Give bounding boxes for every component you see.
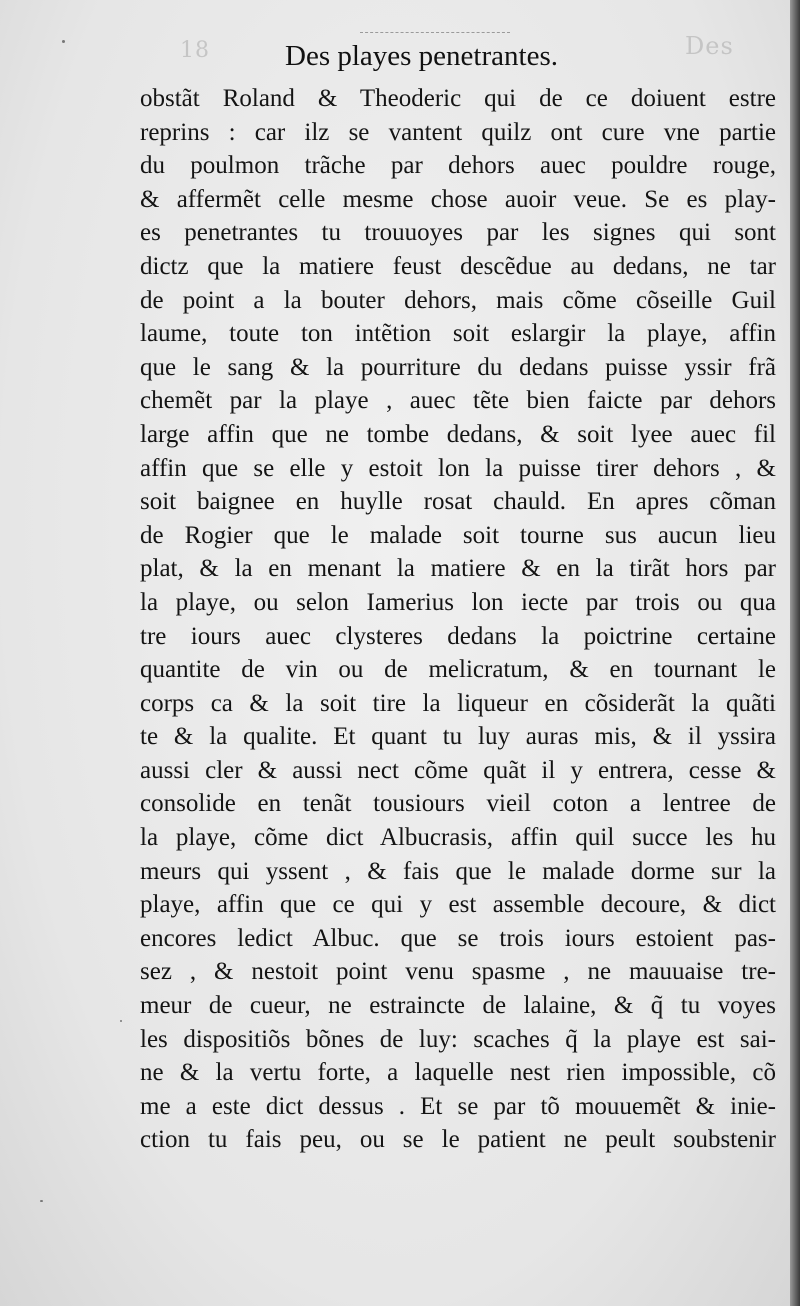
paper-speck xyxy=(120,1020,122,1022)
text-line: sez , & nestoit point venu spasme , ne mauuaise tre- xyxy=(140,958,776,986)
text-line: & affermẽt celle mesme chose auoir veue. Se es play- xyxy=(140,185,776,213)
text-line: encores ledict Albuc. que se trois iours estoient pas- xyxy=(140,924,776,952)
text-line: es penetrantes tu trouuoyes par les signes qui sont xyxy=(140,219,776,247)
text-line: du poulmon trãche par dehors auec pouldre rouge, xyxy=(140,152,776,180)
paper-speck xyxy=(62,40,65,43)
text-line: consolide en tenãt tousiours vieil coton a lentree de xyxy=(140,790,776,818)
text-line: de point a la bouter dehors, mais cõme cõseille Guil xyxy=(140,286,776,314)
text-line: corps ca & la soit tire la liqueur en cõsiderãt la quãti xyxy=(140,689,776,717)
bleed-through-right: Des xyxy=(685,32,734,60)
text-line: tre iours auec clysteres dedans la poictrine certaine xyxy=(140,622,776,650)
text-block xyxy=(140,82,776,1157)
text-line: chemẽt par la playe , auec tẽte bien faicte par dehors xyxy=(140,387,776,415)
text-line: te & la qualite. Et quant tu luy auras mis, & il yssira xyxy=(140,723,776,751)
running-head: Des playes penetrantes. xyxy=(285,40,558,72)
text-line: meur de cueur, ne estraincte de lalaine, & q̃ tu voyes xyxy=(140,992,776,1020)
text-line: reprins : car ilz se vantent quilz ont cure vne partie xyxy=(140,118,776,146)
text-line: que le sang & la pourriture du dedans puisse yssir frã xyxy=(140,353,776,381)
text-line: dictz que la matiere feust descẽdue au dedans, ne tar xyxy=(140,252,776,280)
bleed-through-left: 18 xyxy=(180,38,210,63)
text-line: soit baignee en huylle rosat chauld. En apres cõman xyxy=(140,488,776,516)
text-line: plat, & la en menant la matiere & en la tirãt hors par xyxy=(140,555,776,583)
text-line: affin que se elle y estoit lon la puisse tirer dehors , & xyxy=(140,454,776,482)
text-line: laume, toute ton intẽtion soit eslargir la playe, affin xyxy=(140,320,776,348)
text-line: me a este dict dessus . Et se par tõ mouuemẽt & inie- xyxy=(140,1092,776,1120)
page-edge xyxy=(790,0,800,1306)
header-rule xyxy=(360,32,510,33)
text-line: large affin que ne tombe dedans, & soit lyee auec fil xyxy=(140,420,776,448)
text-line: playe, affin que ce qui y est assemble decoure, & dict xyxy=(140,891,776,919)
text-line: ne & la vertu forte, a laquelle nest rien impossible, cõ xyxy=(140,1059,776,1087)
paper-speck xyxy=(40,1200,43,1202)
text-line: la playe, cõme dict Albucrasis, affin quil succe les hu xyxy=(140,824,776,852)
text-line: aussi cler & aussi nect cõme quãt il y entrera, cesse & xyxy=(140,756,776,784)
text-line: les dispositiõs bõnes de luy: scaches q̃ la playe est sai- xyxy=(140,1025,776,1053)
text-line: de Rogier que le malade soit tourne sus aucun lieu xyxy=(140,521,776,549)
text-line: meurs qui yssent , & fais que le malade dorme sur la xyxy=(140,857,776,885)
text-line: quantite de vin ou de melicratum, & en tournant le xyxy=(140,656,776,684)
text-line: obstãt Roland & Theoderic qui de ce doiuent estre xyxy=(140,85,776,112)
text-line: ction tu fais peu, ou se le patient ne peult soubstenir xyxy=(140,1126,776,1154)
text-line: la playe, ou selon Iamerius lon iecte par trois ou qua xyxy=(140,588,776,616)
